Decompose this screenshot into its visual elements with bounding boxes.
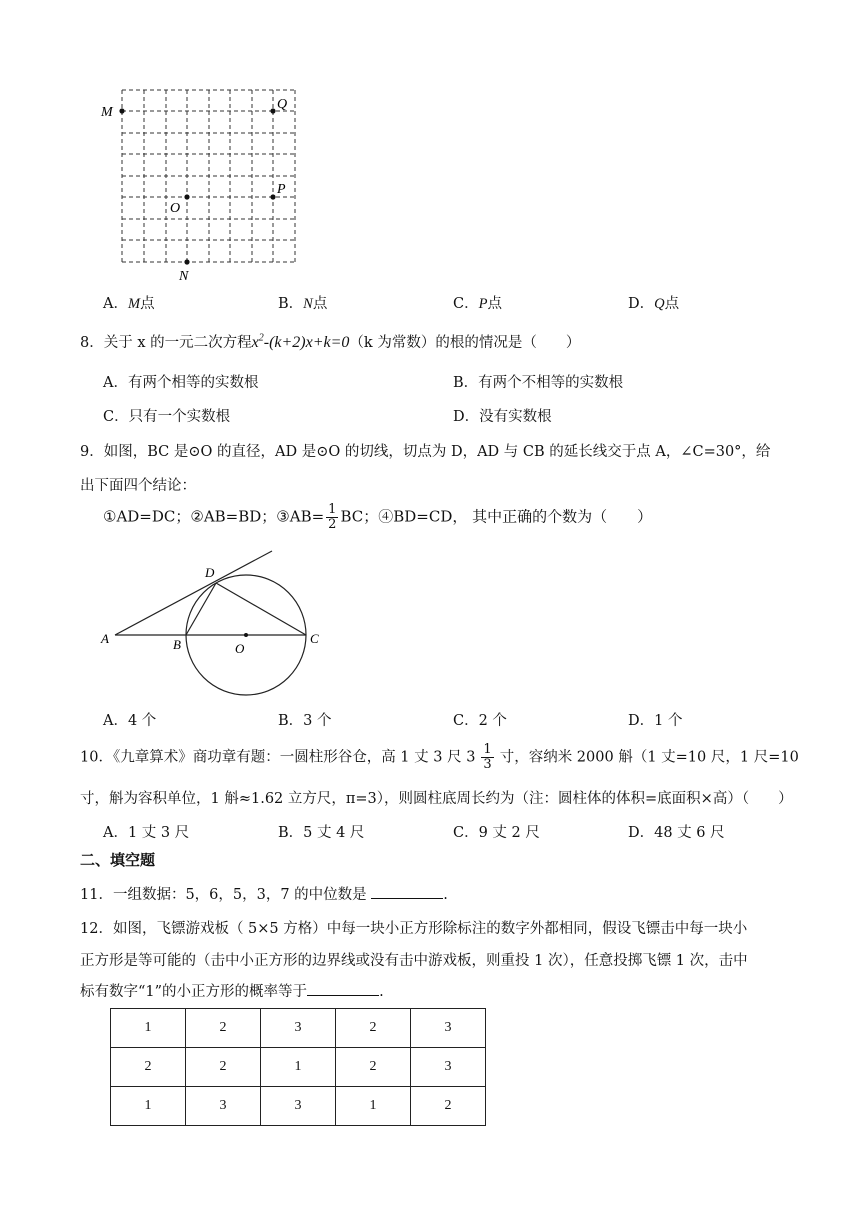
- q12-line2: 正方形是等可能的（击中小正方形的边界线或没有击中游戏板，则重投 1 次），任意投掷飞镖 1 次，击中: [80, 953, 748, 969]
- q9-line1: 9．如图，BC 是⊙O 的直径，AD 是⊙O 的切线，切点为 D，AD 与 CB 的延长线交于点 A，∠C=30°，给: [80, 444, 771, 460]
- q8-option-c[interactable]: C．只有一个实数根: [103, 409, 231, 425]
- q8-option-b[interactable]: B．有两个不相等的实数根: [453, 375, 624, 391]
- q10-fraction: $\frac{1}{3}$: [483, 742, 492, 772]
- table-cell: 3: [411, 1009, 486, 1048]
- label-a: A: [101, 631, 109, 646]
- label-q: Q: [277, 97, 288, 112]
- chord-dc: [216, 583, 306, 635]
- q9-option-a[interactable]: A．4 个: [103, 713, 157, 729]
- q12-answer-blank[interactable]: [307, 981, 379, 996]
- table-cell: 2: [186, 1048, 261, 1087]
- q10-option-b[interactable]: B．5 丈 4 尺: [278, 825, 365, 841]
- table-cell: 2: [111, 1048, 186, 1087]
- point-o: [184, 194, 189, 199]
- table-cell: 3: [261, 1009, 336, 1048]
- point-n: [184, 259, 189, 264]
- q11-answer-blank[interactable]: [371, 884, 443, 899]
- q7-option-c[interactable]: C．P点: [453, 296, 502, 312]
- q8-question: 8．关于 x 的一元二次方程$x^2-(k+2)x+k=0(k$ 为常数）的根的情况是（ ）: [80, 332, 581, 351]
- q7-option-d[interactable]: D．Q点: [628, 296, 680, 312]
- q7-option-a[interactable]: A．M点: [103, 296, 155, 312]
- q8-equation: $x^2-(k+2)x+k=0$: [251, 332, 350, 351]
- q9-option-c[interactable]: C．2 个: [453, 713, 507, 729]
- q10-line2: 寸，斛为容积单位，1 斛≈1.62 立方尺，π=3），则圆柱底周长约为（注：圆柱体的体积=底面积×高）（ ）: [80, 791, 793, 807]
- dartboard-table: [110, 1008, 486, 1126]
- q7-grid-figure: [95, 85, 310, 285]
- chord-bd: [186, 583, 216, 635]
- q9-option-d[interactable]: D．1 个: [628, 713, 683, 729]
- table-cell: 2: [186, 1009, 261, 1048]
- center-o: [244, 633, 248, 637]
- point-q: [270, 108, 275, 113]
- point-m: [119, 108, 124, 113]
- label-m: M: [101, 105, 113, 120]
- table-cell: 3: [186, 1087, 261, 1126]
- label-n: N: [179, 269, 189, 284]
- label-c: C: [310, 631, 319, 646]
- table-row: [111, 1087, 486, 1126]
- table-row: [111, 1048, 486, 1087]
- label-b: B: [173, 637, 181, 652]
- q9-fraction: $\frac{1}{2}$: [328, 502, 337, 532]
- table-row: [111, 1009, 486, 1048]
- q9-option-b[interactable]: B．3 个: [278, 713, 332, 729]
- q11-question: 11．一组数据：5，6，5，3，7 的中位数是 .: [80, 883, 448, 904]
- table-cell: 1: [261, 1048, 336, 1087]
- q12-line1: 12．如图，飞镖游戏板（ 5×5 方格）中每一块小正方形除标注的数字外都相同，假设飞镖击中每一块小: [80, 921, 748, 937]
- table-cell: 3: [261, 1087, 336, 1126]
- label-o: O: [235, 641, 245, 656]
- q9-line3: ①AD=DC；②AB=BD；③AB= $\frac{1}{2}$ BC；④BD=CD， 其中正确的个数为（ ）: [103, 502, 653, 532]
- label-p: P: [277, 182, 286, 197]
- label-o: O: [170, 201, 181, 216]
- q10-option-c[interactable]: C．9 丈 2 尺: [453, 825, 540, 841]
- q8-option-a[interactable]: A．有两个相等的实数根: [103, 375, 259, 391]
- table-cell: 3: [411, 1048, 486, 1087]
- q10-option-a[interactable]: A．1 丈 3 尺: [103, 825, 190, 841]
- q7-option-b[interactable]: B．N点: [278, 296, 328, 312]
- label-d: D: [205, 565, 215, 580]
- q9-line2: 出下面四个结论：: [80, 478, 196, 494]
- table-cell: 1: [111, 1009, 186, 1048]
- point-p: [270, 194, 275, 199]
- section-heading-fill-in: 二、填空题: [80, 851, 156, 869]
- q12-line3: 标有数字“1”的小正方形的概率等于 .: [80, 980, 384, 1001]
- q8-option-d[interactable]: D．没有实数根: [453, 409, 552, 425]
- q10-line1: 10．《九章算术》商功章有题：一圆柱形谷仓，高 1 丈 3 尺 3 $\frac{1}{3}$ 寸，容纳米 2000 斛（1 丈=10 尺，1 尺=10: [80, 742, 799, 772]
- table-cell: 2: [336, 1048, 411, 1087]
- table-cell: 1: [336, 1087, 411, 1126]
- table-cell: 2: [336, 1009, 411, 1048]
- table-cell: 1: [111, 1087, 186, 1126]
- q10-option-d[interactable]: D．48 丈 6 尺: [628, 825, 725, 841]
- table-cell: 2: [411, 1087, 486, 1126]
- q9-circle-figure: [95, 545, 335, 705]
